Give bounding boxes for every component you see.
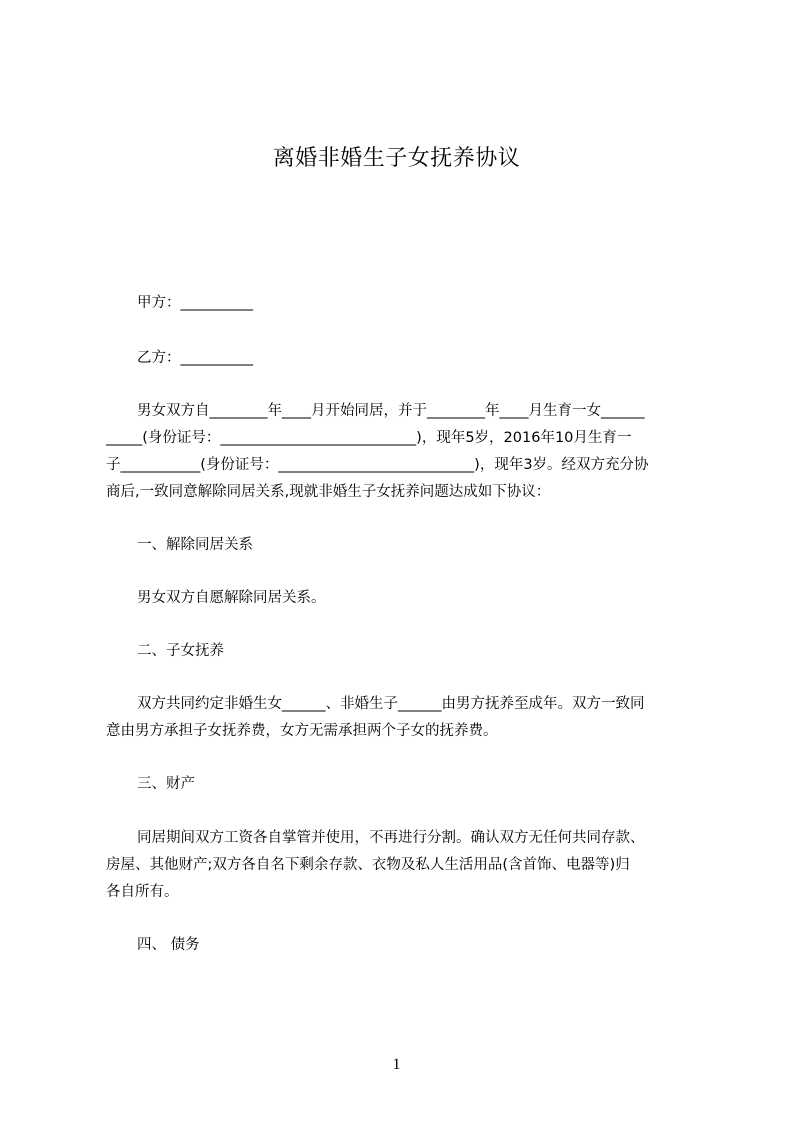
section-3-body-line-1: 同居期间双方工资各自掌管并使用，不再进行分割。确认双方无任何共同存款、 xyxy=(137,830,645,846)
section-heading: 四、 债务 xyxy=(137,937,200,953)
page-number: 1 xyxy=(392,1056,401,1073)
document-title: 离婚非婚生子女抚养协议 xyxy=(272,146,521,171)
section-2-body-line-1: 双方共同约定非婚生女______、非婚生子______由男方抚养至成年。双方一致同 xyxy=(137,696,645,712)
intro-line-1: 男女双方自________年____月开始同居，并于________年____月生育一女______ xyxy=(137,403,645,419)
section-3-body-line-3: 各自所有。 xyxy=(106,884,179,900)
section-2-body-line-2: 意由男方承担子女抚养费，女方无需承担两个子女的抚养费。 xyxy=(106,723,498,739)
party-a-line: 甲方：__________ xyxy=(137,295,253,311)
section-heading: 一、解除同居关系 xyxy=(137,537,253,553)
party-b-line: 乙方：__________ xyxy=(137,350,253,366)
intro-line-3: 子___________(身份证号：___________________________)，现年3岁。经双方充分协 xyxy=(106,457,649,473)
section-1-body-line-1: 男女双方自愿解除同居关系。 xyxy=(137,590,326,606)
section-heading: 三、财产 xyxy=(137,776,195,792)
intro-line-2: _____(身份证号：___________________________)，现年5岁，2016年10月生育一 xyxy=(106,430,632,446)
intro-line-4: 商后,一致同意解除同居关系,现就非婚生子女抚养问题达成如下协议： xyxy=(106,484,551,500)
section-3-body-line-2: 房屋、其他财产;双方各自名下剩余存款、衣物及私人生活用品(含首饰、电器等)归 xyxy=(106,857,630,873)
section-heading: 二、子女抚养 xyxy=(137,643,224,659)
